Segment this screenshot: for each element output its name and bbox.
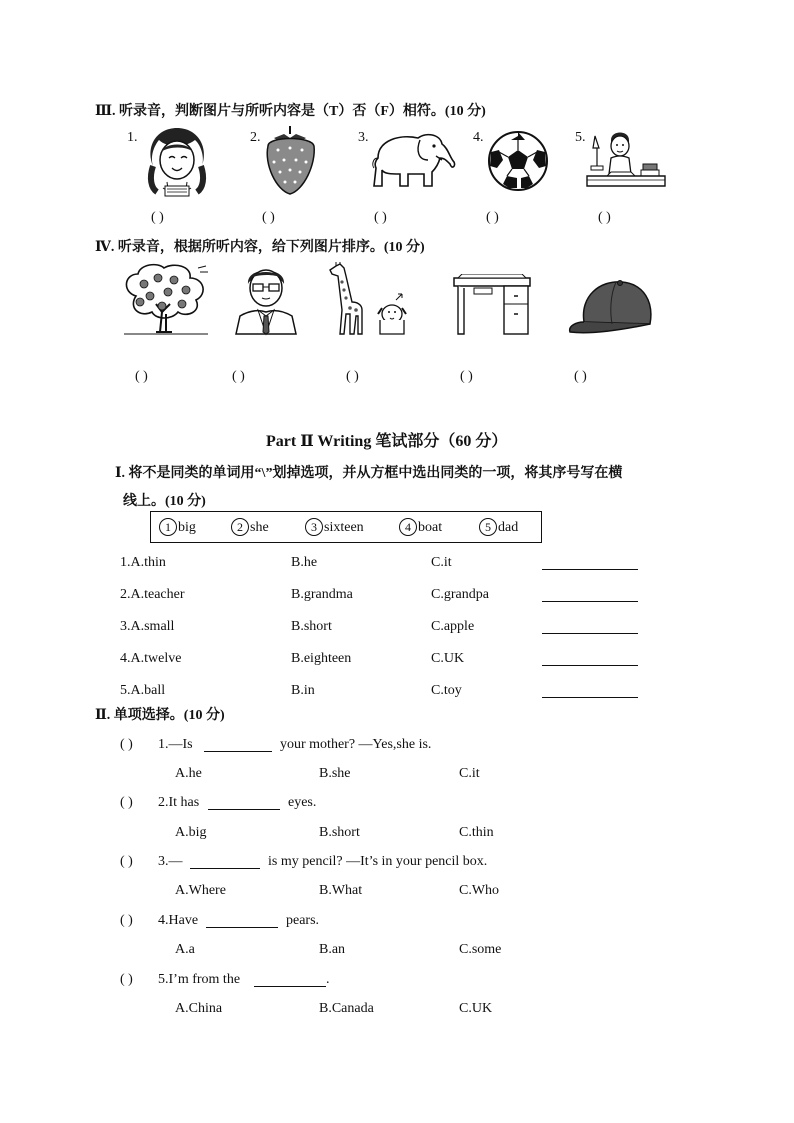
section3-number: 1. xyxy=(127,130,138,145)
word-option: 1 big xyxy=(159,518,196,536)
apple-tree-picture xyxy=(122,262,210,336)
option-a[interactable]: 3.A.small xyxy=(120,619,175,634)
strawberry-picture xyxy=(260,124,320,196)
answer-paren[interactable]: ( ) xyxy=(120,972,133,987)
option-a[interactable]: 5.A.ball xyxy=(120,683,166,698)
section4-heading: Ⅳ. 听录音，根据所听内容，给下列图片排序。(10 分) xyxy=(95,240,425,255)
word-option: 3 sixteen xyxy=(305,518,364,536)
answer-paren[interactable]: ( ) xyxy=(151,210,164,225)
part2-title: Part Ⅱ Writing 笔试部分（60 分） xyxy=(266,433,508,450)
option-a[interactable]: A.a xyxy=(175,942,195,957)
section3-number: 5. xyxy=(575,130,586,145)
answer-paren[interactable]: ( ) xyxy=(120,854,133,869)
answer-blank[interactable] xyxy=(204,737,272,752)
q2-heading: Ⅱ. 单项选择。(10 分) xyxy=(95,708,225,723)
option-b[interactable]: B.he xyxy=(291,555,318,570)
q1-heading-line1: Ⅰ. 将不是同类的单词用“\”划掉选项，并从方框中选出同类的一项，将其序号写在横 xyxy=(115,466,623,481)
option-a[interactable]: 4.A.twelve xyxy=(120,651,182,666)
answer-blank[interactable] xyxy=(542,683,638,698)
option-b[interactable]: B.eighteen xyxy=(291,651,352,666)
desk-picture xyxy=(452,274,532,336)
answer-blank[interactable] xyxy=(254,972,326,987)
option-a[interactable]: A.Where xyxy=(175,883,226,898)
question-stem-end: pears. xyxy=(286,913,320,928)
option-c[interactable]: C.toy xyxy=(431,683,462,698)
answer-blank[interactable] xyxy=(542,587,638,602)
question-stem: 5.I’m from the xyxy=(158,972,241,987)
question-stem: 3.— xyxy=(158,854,183,869)
girl-face-picture xyxy=(145,126,210,198)
answer-paren[interactable]: ( ) xyxy=(120,795,133,810)
answer-blank[interactable] xyxy=(190,854,260,869)
option-b[interactable]: B.an xyxy=(319,942,346,957)
question-stem-end: is my pencil? —It’s in your pencil box. xyxy=(268,854,488,869)
option-a[interactable]: A.big xyxy=(175,825,207,840)
section3-number: 3. xyxy=(358,130,369,145)
answer-paren[interactable]: ( ) xyxy=(574,369,587,384)
answer-paren[interactable]: ( ) xyxy=(486,210,499,225)
answer-blank[interactable] xyxy=(208,795,280,810)
answer-paren[interactable]: ( ) xyxy=(120,737,133,752)
option-a[interactable]: 1.A.thin xyxy=(120,555,166,570)
answer-blank[interactable] xyxy=(542,619,638,634)
word-option: 5 dad xyxy=(479,518,518,536)
section3-heading: Ⅲ. 听录音，判断图片与所听内容是（T）否（F）相符。(10 分) xyxy=(95,104,486,119)
answer-paren[interactable]: ( ) xyxy=(346,369,359,384)
option-a[interactable]: A.China xyxy=(175,1001,223,1016)
question-stem: 2.It has xyxy=(158,795,200,810)
boy-at-desk-picture xyxy=(585,128,667,190)
word-option: 2 she xyxy=(231,518,269,536)
option-b[interactable]: B.short xyxy=(291,619,332,634)
question-stem-end: . xyxy=(326,972,330,987)
answer-blank[interactable] xyxy=(206,913,278,928)
option-c[interactable]: C.it xyxy=(431,555,452,570)
man-with-glasses-picture xyxy=(234,262,298,336)
option-c[interactable]: C.some xyxy=(459,942,502,957)
answer-paren[interactable]: ( ) xyxy=(120,913,133,928)
answer-paren[interactable]: ( ) xyxy=(135,369,148,384)
answer-paren[interactable]: ( ) xyxy=(460,369,473,384)
option-c[interactable]: C.thin xyxy=(459,825,494,840)
question-stem-end: your mother? —Yes,she is. xyxy=(280,737,432,752)
option-b[interactable]: B.she xyxy=(319,766,351,781)
option-b[interactable]: B.in xyxy=(291,683,315,698)
option-b[interactable]: B.short xyxy=(319,825,360,840)
answer-paren[interactable]: ( ) xyxy=(598,210,611,225)
answer-paren[interactable]: ( ) xyxy=(374,210,387,225)
section3-number: 2. xyxy=(250,130,261,145)
word-box xyxy=(150,511,542,543)
option-c[interactable]: C.UK xyxy=(431,651,465,666)
answer-blank[interactable] xyxy=(542,651,638,666)
question-stem: 4.Have xyxy=(158,913,199,928)
option-c[interactable]: C.grandpa xyxy=(431,587,489,602)
q1-heading-line2: 线上。(10 分) xyxy=(123,494,206,509)
option-c[interactable]: C.UK xyxy=(459,1001,493,1016)
option-b[interactable]: B.grandma xyxy=(291,587,353,602)
option-b[interactable]: B.What xyxy=(319,883,363,898)
question-stem-end: eyes. xyxy=(288,795,317,810)
option-b[interactable]: B.Canada xyxy=(319,1001,374,1016)
option-c[interactable]: C.apple xyxy=(431,619,475,634)
word-option: 4 boat xyxy=(399,518,442,536)
answer-paren[interactable]: ( ) xyxy=(262,210,275,225)
elephant-picture xyxy=(370,128,460,190)
option-a[interactable]: A.he xyxy=(175,766,202,781)
section3-number: 4. xyxy=(473,130,484,145)
answer-blank[interactable] xyxy=(542,555,638,570)
answer-paren[interactable]: ( ) xyxy=(232,369,245,384)
cap-picture xyxy=(566,278,656,338)
soccer-ball-picture xyxy=(487,130,549,192)
option-c[interactable]: C.it xyxy=(459,766,480,781)
option-c[interactable]: C.Who xyxy=(459,883,500,898)
giraffe-and-dog-picture xyxy=(322,262,412,336)
option-a[interactable]: 2.A.teacher xyxy=(120,587,185,602)
question-stem: 1.—Is xyxy=(158,737,193,752)
